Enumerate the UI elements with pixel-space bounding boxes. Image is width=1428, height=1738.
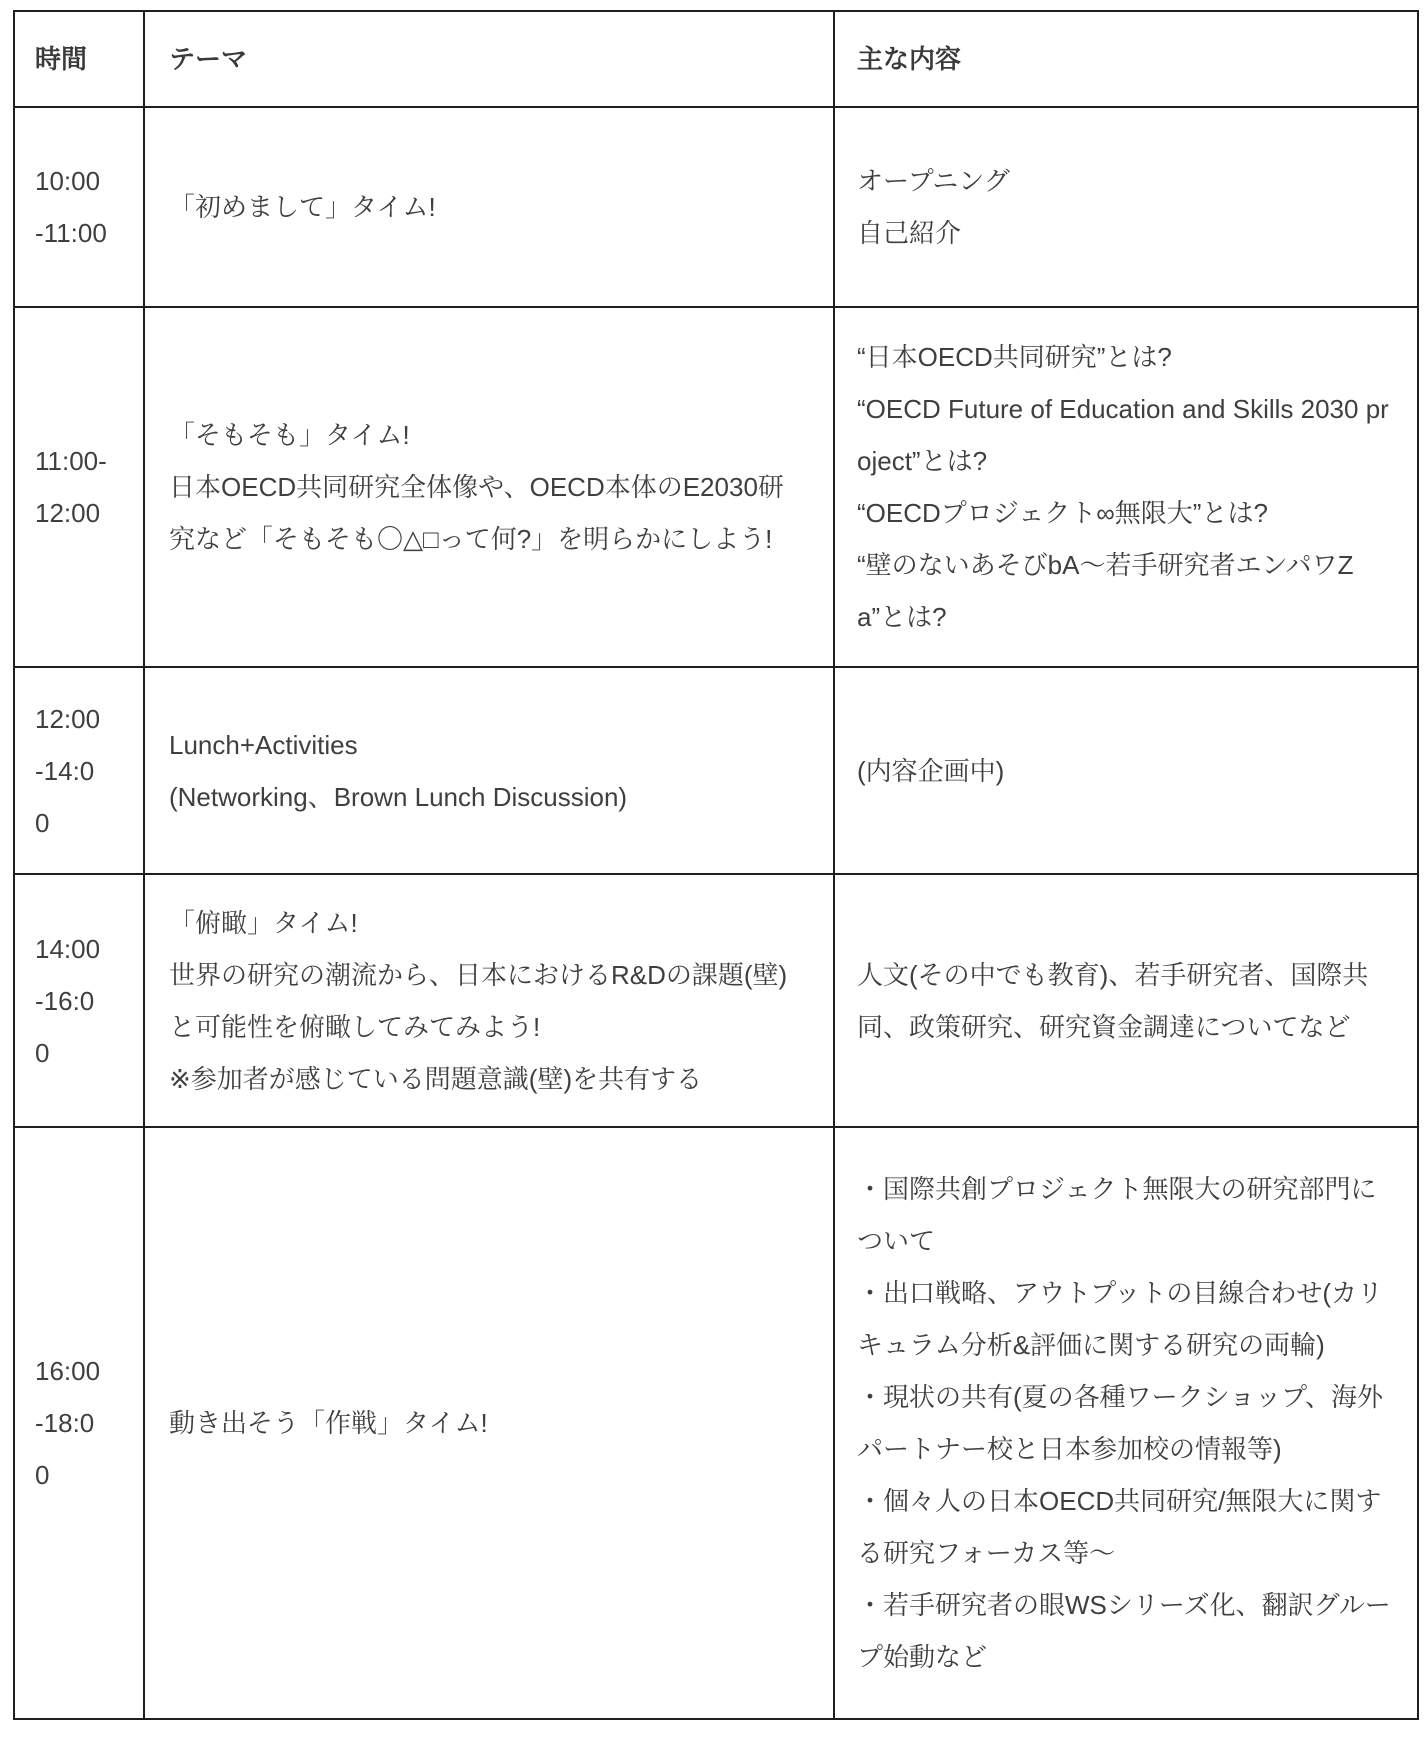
content-cell — [834, 667, 1418, 874]
theme-cell — [144, 1127, 834, 1719]
header-row — [14, 11, 1418, 107]
table-row — [14, 667, 1418, 874]
table-row — [14, 307, 1418, 667]
text-line: ・出口戦略、アウトプットの目線合わせ(カリキュラム分析&評価に関する研究の両輪) — [857, 1278, 1384, 1360]
table-row — [14, 1127, 1418, 1719]
content-cell — [834, 874, 1418, 1127]
text-line: (Networking、Brown Lunch Discussion) — [169, 781, 628, 812]
theme-cell — [144, 107, 834, 307]
text-line: “日本OECD共同研究”とは? — [857, 342, 1172, 372]
text-line: 動き出そう「作戦」タイム! — [169, 1408, 488, 1438]
text-line: オープニング — [857, 166, 1010, 196]
text-line: 世界の研究の潮流から、日本におけるR&Dの課題(壁)と可能性を俯瞰してみてみよう! — [169, 959, 788, 1042]
theme-cell — [144, 307, 834, 667]
time-cell: 11:00-12:00 — [14, 307, 144, 667]
table-row — [14, 874, 1418, 1127]
text-line: ・若手研究者の眼WSシリーズ化、翻訳グループ始動など — [857, 1590, 1391, 1672]
text-line: ・個々人の日本OECD共同研究/無限大に関する研究フォーカス等〜 — [857, 1486, 1382, 1568]
time-cell: 14:00-16:00 — [14, 874, 144, 1127]
content-cell — [834, 307, 1418, 667]
col-header-theme: テーマ — [144, 11, 834, 107]
content-cell — [834, 107, 1418, 307]
time-cell: 16:00-18:00 — [14, 1127, 144, 1719]
time-cell: 12:00-14:00 — [14, 667, 144, 874]
text-line: 「初めまして」タイム! — [169, 192, 436, 222]
col-header-time: 時間 — [14, 11, 144, 107]
time-cell: 10:00-11:00 — [14, 107, 144, 307]
text-line: ※参加者が感じている問題意識(壁)を共有する — [169, 1063, 703, 1094]
text-line: “OECDプロジェクト∞無限大”とは? — [857, 498, 1268, 528]
text-line: “壁のないあそびbA〜若手研究者エンパワZa”とは? — [857, 550, 1354, 632]
text-line: 日本OECD共同研究全体像や、OECD本体のE2030研究など「そもそも〇△□って何?」を明らかにしよう! — [169, 472, 784, 554]
text-line: 「そもそも」タイム! — [169, 420, 410, 450]
table-row — [14, 107, 1418, 307]
text-line: (内容企画中) — [857, 755, 1005, 786]
text-line: “OECD Future of Education and Skills 2030 project”とは? — [857, 394, 1389, 476]
text-line: Lunch+Activities — [169, 729, 358, 760]
text-line: ・現状の共有(夏の各種ワークショップ、海外パートナー校と日本参加校の情報等) — [857, 1382, 1384, 1464]
theme-cell — [144, 667, 834, 874]
theme-cell — [144, 874, 834, 1127]
text-line: 人文(その中でも教育)、若手研究者、国際共同、政策研究、研究資金調達についてなど — [857, 959, 1369, 1042]
text-line: 「俯瞰」タイム! — [169, 907, 358, 938]
content-cell — [834, 1127, 1418, 1719]
schedule-table — [13, 10, 1419, 1720]
col-header-content: 主な内容 — [834, 11, 1418, 107]
text-line: 自己紹介 — [857, 218, 962, 248]
text-line: ・国際共創プロジェクト無限大の研究部門について — [857, 1174, 1377, 1256]
